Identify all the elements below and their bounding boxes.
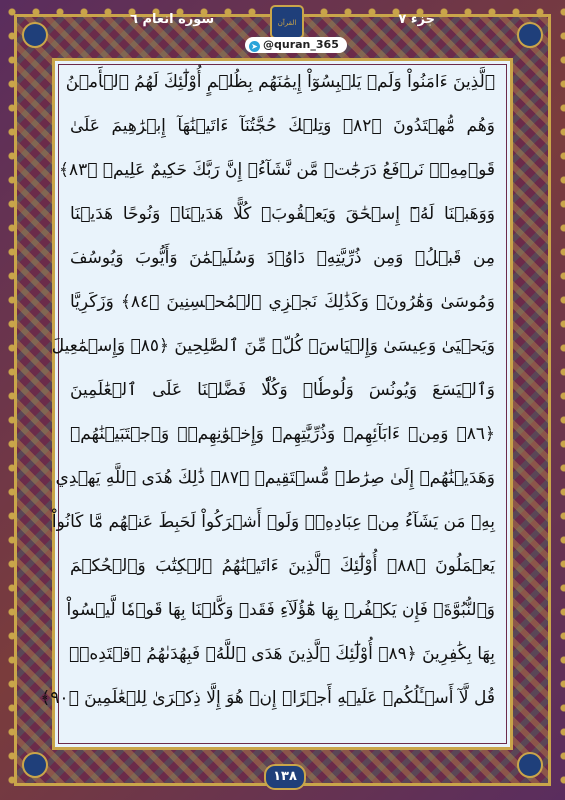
verse-text-area xyxy=(40,60,495,740)
verse-line: وَهُم مُّهۡتَدُونَ ﴿٨٢﴾ وَتِلۡكَ حُجَّتُنَآ ءَاتَيۡنَٰهَآ إِبۡرَٰهِيمَ عَلَىٰ xyxy=(70,116,495,136)
telegram-icon: ➤ xyxy=(249,41,260,52)
corner-medallion-top-left xyxy=(22,22,48,48)
verse-line: وَهَدَيۡنَٰهُمۡ إِلَىٰ صِرَٰطٖ مُّسۡتَقِيمٖ ﴿٨٧﴾ ذَٰلِكَ هُدَى ٱللَّهِ يَهۡدِي xyxy=(55,468,495,488)
verse-line: وَوَهَبۡنَا لَهُۥٓ إِسۡحَٰقَ وَيَعۡقُوبَۚ كُلًّا هَدَيۡنَاۚ وَنُوحًا هَدَيۡنَا xyxy=(70,204,495,224)
verse-line: قُل لَّآ أَسۡـَٔلُكُمۡ عَلَيۡهِ أَجۡرًاۖ إِنۡ هُوَ إِلَّا ذِكۡرَىٰ لِلۡعَٰلَمِينَ ﴿٩٠﴾ xyxy=(40,688,495,708)
emblem-text: القرآن xyxy=(277,19,297,27)
verse-line: وَٱلۡيَسَعَ وَيُونُسَ وَلُوطٗاۚ وَكُلّٗا فَضَّلۡنَا عَلَى ٱلۡعَٰلَمِينَ xyxy=(70,380,495,400)
verse-line: وَيَحۡيَىٰ وَعِيسَىٰ وَإِلۡيَاسَۖ كُلّٞ مِّنَ ٱلصَّٰلِحِينَ ﴿٨٥﴾ وَإِسۡمَٰعِيلَ xyxy=(51,336,495,356)
verse-line: بِهَا بِكَٰفِرِينَ ﴿٨٩﴾ أُوْلَٰٓئِكَ ٱلَّذِينَ هَدَى ٱللَّهُۖ فَبِهُدَىٰهُمُ ٱقۡتَدِهۡۗ xyxy=(68,644,495,664)
verse-line: مِن قَبۡلُۖ وَمِن ذُرِّيَّتِهِۦ دَاوُۥدَ وَسُلَيۡمَٰنَ وَأَيُّوبَ وَيُوسُفَ xyxy=(70,248,495,268)
verse-line: وَمُوسَىٰ وَهَٰرُونَۚ وَكَذَٰلِكَ نَجۡزِي ٱلۡمُحۡسِنِينَ ﴿٨٤﴾ وَزَكَرِيَّا xyxy=(70,292,495,312)
surah-label: سوره انعام ٦ xyxy=(130,12,215,27)
verse-line: بِهِۦ مَن يَشَآءُ مِنۡ عِبَادِهِۦۚ وَلَوۡ أَشۡرَكُواْ لَحَبِطَ عَنۡهُم مَّا كَانُواْ xyxy=(51,512,495,532)
quran-emblem-icon xyxy=(270,5,304,39)
verse-line: يَعۡمَلُونَ ﴿٨٨﴾ أُوْلَٰٓئِكَ ٱلَّذِينَ ءَاتَيۡنَٰهُمُ ٱلۡكِتَٰبَ وَٱلۡحُكۡمَ xyxy=(70,556,495,576)
corner-medallion-bottom-left xyxy=(22,752,48,778)
verse-line: ٱلَّذِينَ ءَامَنُواْ وَلَمۡ يَلۡبِسُوٓاْ إِيمَٰنَهُم بِظُلۡمٍ أُوْلَٰٓئِكَ لَهُمُ ٱلۡأَمۡنُ xyxy=(65,72,495,92)
verse-line: وَٱلنُّبُوَّةَۚ فَإِن يَكۡفُرۡ بِهَا هَٰٓؤُلَآءِ فَقَدۡ وَكَّلۡنَا بِهَا قَوۡمٗا لَّيۡسُواْ xyxy=(66,600,495,620)
channel-handle[interactable] xyxy=(245,37,347,53)
verse-line: قَوۡمِهِۦۚ نَرۡفَعُ دَرَجَٰتٖ مَّن نَّشَآءُۗ إِنَّ رَبَّكَ حَكِيمٌ عَلِيمٞ ﴿٨٣﴾ xyxy=(58,160,495,180)
verse-line: ﴿٨٦﴾ وَمِنۡ ءَابَآئِهِمۡ وَذُرِّيَّٰتِهِمۡ وَإِخۡوَٰنِهِمۡۖ وَٱجۡتَبَيۡنَٰهُمۡ xyxy=(70,424,495,444)
page-number: ١٣٨ xyxy=(264,764,306,790)
page-header xyxy=(110,0,455,52)
corner-medallion-bottom-right xyxy=(517,752,543,778)
handle-text: @quran_365 xyxy=(263,38,339,51)
corner-medallion-top-right xyxy=(517,22,543,48)
juz-label: جزء ٧ xyxy=(398,12,435,27)
